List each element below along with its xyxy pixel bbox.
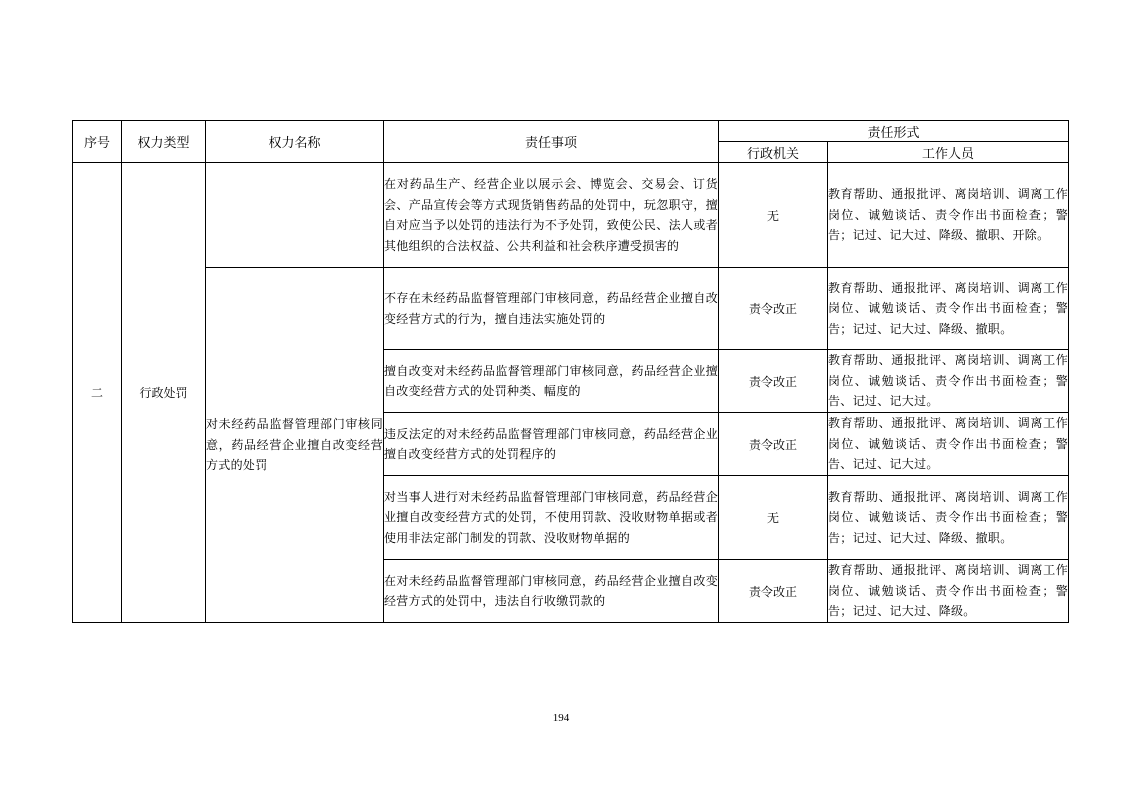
responsibility-table <box>72 120 1069 623</box>
staff-cell: 教育帮助、通报批评、离岗培训、调离工作岗位、诚勉谈话、责令作出书面检查；警告、记过、记大过。 <box>828 413 1069 476</box>
agency-cell: 无 <box>719 476 828 560</box>
table-row <box>73 163 1069 268</box>
staff-cell: 教育帮助、通报批评、离岗培训、调离工作岗位、诚勉谈话、责令作出书面检查；警告、记过、记大过。 <box>828 350 1069 413</box>
power-name-cell: 对未经药品监督管理部门审核同意，药品经营企业擅自改变经营方式的处罚 <box>206 268 384 623</box>
header-seq: 序号 <box>73 121 122 163</box>
seq-cell: 二 <box>73 163 122 623</box>
staff-cell: 教育帮助、通报批评、离岗培训、调离工作岗位、诚勉谈话、责令作出书面检查；警告；记过、记大过、降级、撤职。 <box>828 268 1069 350</box>
matter-cell: 擅自改变对未经药品监督管理部门审核同意，药品经营企业擅自改变经营方式的处罚种类、幅度的 <box>384 350 719 413</box>
agency-cell: 责令改正 <box>719 560 828 623</box>
header-power-name: 权力名称 <box>206 121 384 163</box>
staff-cell: 教育帮助、通报批评、离岗培训、调离工作岗位、诚勉谈话、责令作出书面检查；警告；记过、记大过、降级、撤职、开除。 <box>828 163 1069 268</box>
matter-cell: 对当事人进行对未经药品监督管理部门审核同意，药品经营企业擅自改变经营方式的处罚，不使用罚款、没收财物单据或者使用非法定部门制发的罚款、没收财物单据的 <box>384 476 719 560</box>
staff-cell: 教育帮助、通报批评、离岗培训、调离工作岗位、诚勉谈话、责令作出书面检查；警告；记过、记大过、降级。 <box>828 560 1069 623</box>
header-row-1 <box>73 121 1069 142</box>
page-number: 194 <box>552 712 570 724</box>
power-name-empty-cell <box>206 163 384 268</box>
table-row <box>73 268 1069 350</box>
matter-cell: 违反法定的对未经药品监督管理部门审核同意，药品经营企业擅自改变经营方式的处罚程序的 <box>384 413 719 476</box>
header-responsibility-form: 责任形式 <box>719 121 1069 142</box>
agency-cell: 责令改正 <box>719 350 828 413</box>
agency-cell: 无 <box>719 163 828 268</box>
header-power-type: 权力类型 <box>122 121 206 163</box>
staff-cell: 教育帮助、通报批评、离岗培训、调离工作岗位、诚勉谈话、责令作出书面检查；警告；记过、记大过、降级、撤职。 <box>828 476 1069 560</box>
header-agency: 行政机关 <box>719 142 828 163</box>
agency-cell: 责令改正 <box>719 268 828 350</box>
matter-cell: 在对未经药品监督管理部门审核同意，药品经营企业擅自改变经营方式的处罚中，违法自行收缴罚款的 <box>384 560 719 623</box>
matter-cell: 在对药品生产、经营企业以展示会、博览会、交易会、订货会、产品宣传会等方式现货销售药品的处罚中，玩忽职守，擅自对应当予以处罚的违法行为不予处罚，致使公民、法人或者其他组织的合法权益、公共利益和社会秩序遭受损害的 <box>384 163 719 268</box>
agency-cell: 责令改正 <box>719 413 828 476</box>
header-staff: 工作人员 <box>828 142 1069 163</box>
header-responsibility: 责任事项 <box>384 121 719 163</box>
matter-cell: 不存在未经药品监督管理部门审核同意，药品经营企业擅自改变经营方式的行为，擅自违法实施处罚的 <box>384 268 719 350</box>
power-type-cell: 行政处罚 <box>122 163 206 623</box>
